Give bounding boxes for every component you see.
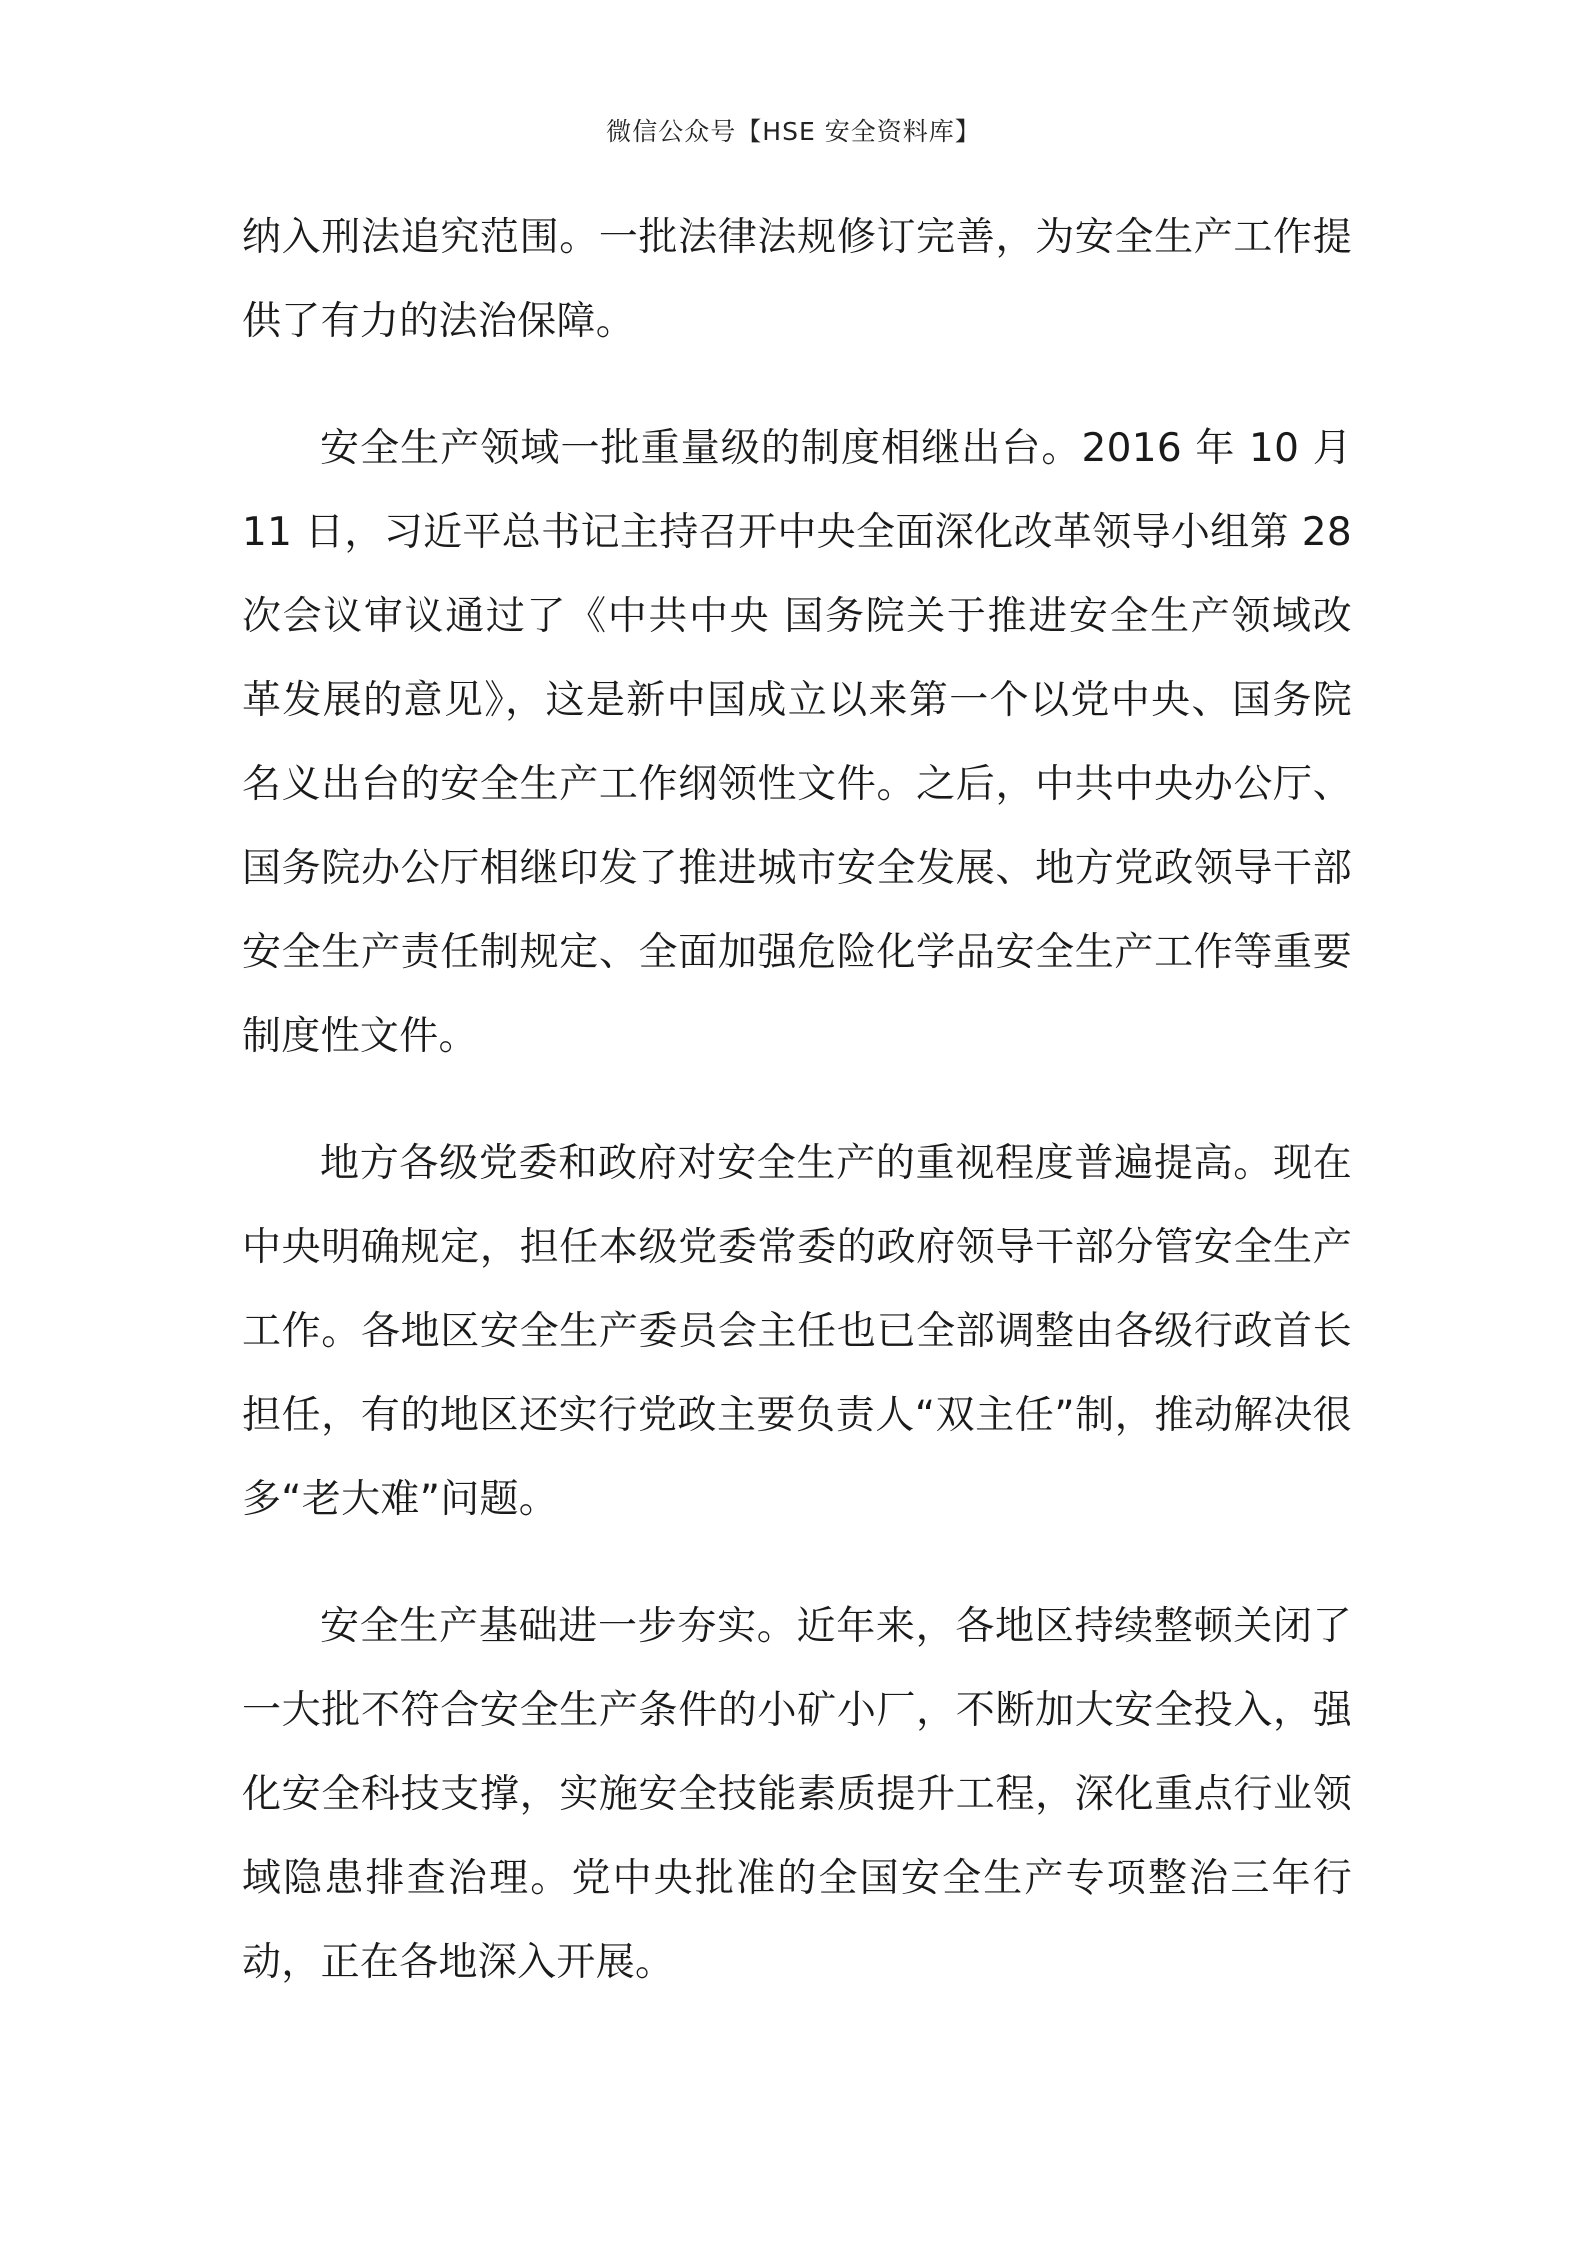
document-body [242,196,1352,2048]
paragraph-institutions: 安全生产领域一批重量级的制度相继出台。2016 年 10 月 11 日，习近平总书记主持召开中央全面深化改革领导小组第 28 次会议审议通过了《中共中央 国务院关于推进安全生产领域改革发展的意见》，这是新中国成立以来第一个以党中央、国务院名义出台的安全生产工作纲领性文件。之后，中共中央办公厅、国务院办公厅相继印发了推进城市安全发展、地方党政领导干部安全生产责任制规定、全面加强危险化学品安全生产工作等重要制度性文件。 [242,426,1352,1059]
paragraph-local-governments: 地方各级党委和政府对安全生产的重视程度普遍提高。现在中央明确规定，担任本级党委常委的政府领导干部分管安全生产工作。各地区安全生产委员会主任也已全部调整由各级行政首长担任，有的地区还实行党政主要负责人“双主任”制，推动解决很多“老大难”问题。 [242,1141,1352,1522]
paragraph-safety-foundation: 安全生产基础进一步夯实。近年来，各地区持续整顿关闭了一大批不符合安全生产条件的小矿小厂，不断加大安全投入，强化安全科技支撑，实施安全技能素质提升工程，深化重点行业领域隐患排查治理。党中央批准的全国安全生产专项整治三年行动，正在各地深入开展。 [242,1604,1352,1985]
paragraph-continuation: 纳入刑法追究范围。一批法律法规修订完善，为安全生产工作提供了有力的法治保障。 [242,215,1352,344]
page-header: 微信公众号【HSE 安全资料库】 [606,117,981,146]
